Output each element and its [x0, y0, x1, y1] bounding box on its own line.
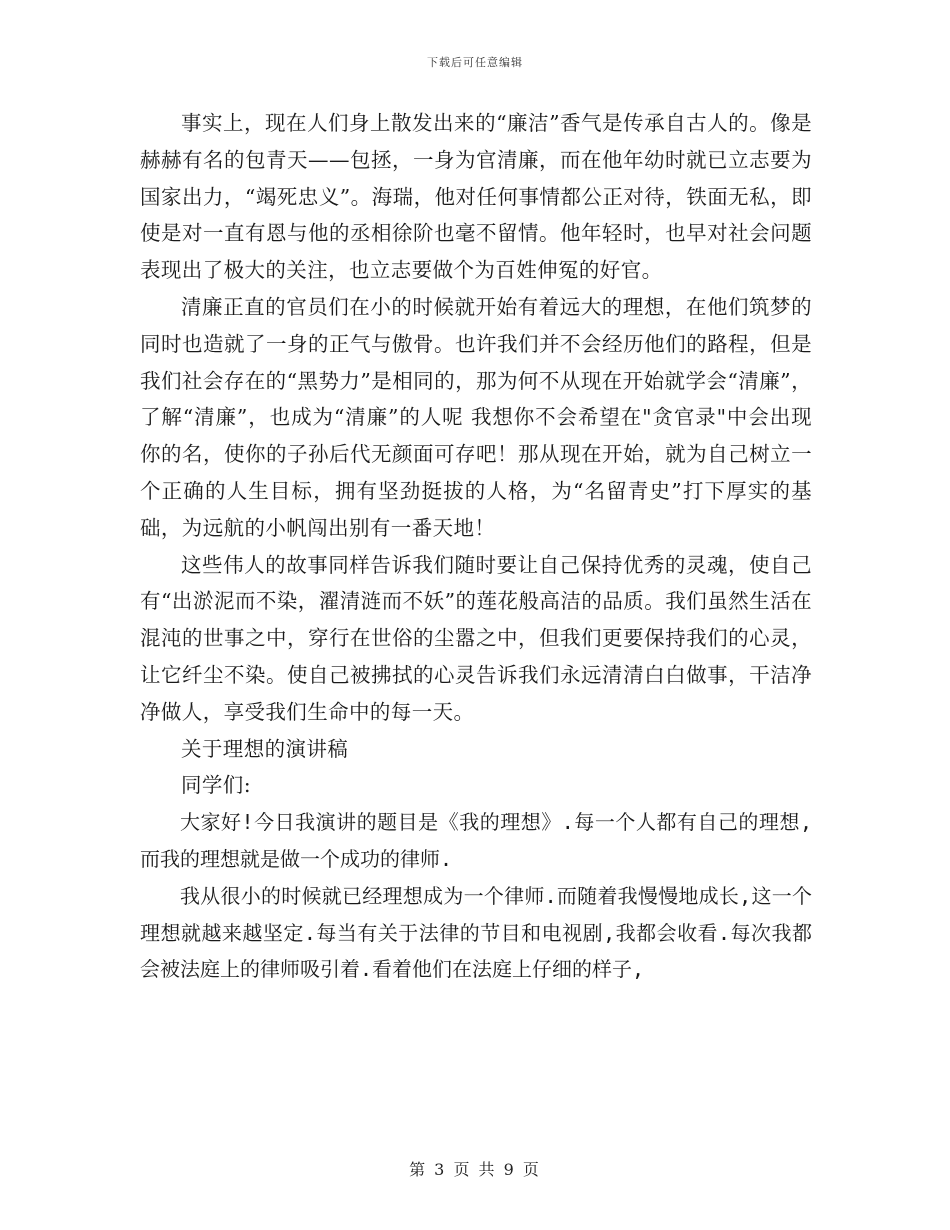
page-number: 第 3 页 共 9 页	[409, 1160, 541, 1179]
paragraph: 这些伟人的故事同样告诉我们随时要让自己保持优秀的灵魂，使自己有“出淤泥而不染，濯清涟而不妖”的莲花般高洁的品质。我们虽然生活在混沌的世事之中，穿行在世俗的尘嚣之中，但我们更要保持我们的心灵，让它纤尘不染。使自己被拂拭的心灵告诉我们永远清清白白做事，干洁净净做人，享受我们生命中的每一天。	[140, 552, 812, 724]
page-header: 下载后可任意编辑	[427, 56, 523, 69]
paragraph: 我从很小的时候就已经理想成为一个律师.而随着我慢慢地成长,这一个理想就越来越坚定.每当有关于法律的节目和电视剧,我都会收看.每次我都会被法庭上的律师吸引着.看着他们在法庭上仔细的样子,	[140, 883, 812, 982]
section-title: 关于理想的演讲稿	[181, 736, 349, 761]
document-body	[140, 105, 812, 988]
paragraph: 事实上，现在人们身上散发出来的“廉洁”香气是传承自古人的。像是赫赫有名的包青天——包拯，一身为官清廉，而在他年幼时就已立志要为国家出力，“竭死忠义”。海瑞，他对任何事情都公正对待，铁面无私，即使是对一直有恩与他的丞相徐阶也毫不留情。他年轻时，也早对社会问题表现出了极大的关注，也立志要做个为百姓伸冤的好官。	[140, 111, 812, 283]
paragraph: 清廉正直的官员们在小的时候就开始有着远大的理想，在他们筑梦的同时也造就了一身的正气与傲骨。也许我们并不会经历他们的路程，但是我们社会存在的“黑势力”是相同的，那为何不从现在开始就学会“清廉”，了解“清廉”，也成为“清廉”的人呢 我想你不会希望在"贪官录"中会出现你的名，使你的子孙后代无颜面可存吧！那从现在开始，就为自己树立一个正确的人生目标，拥有坚劲挺拔的人格，为“名留青史”打下厚实的基础，为远航的小帆闯出别有一番天地！	[140, 294, 812, 540]
salutation: 同学们:	[181, 773, 252, 798]
paragraph: 大家好!今日我演讲的题目是《我的理想》.每一个人都有自己的理想,而我的理想就是做一个成功的律师.	[140, 810, 812, 871]
